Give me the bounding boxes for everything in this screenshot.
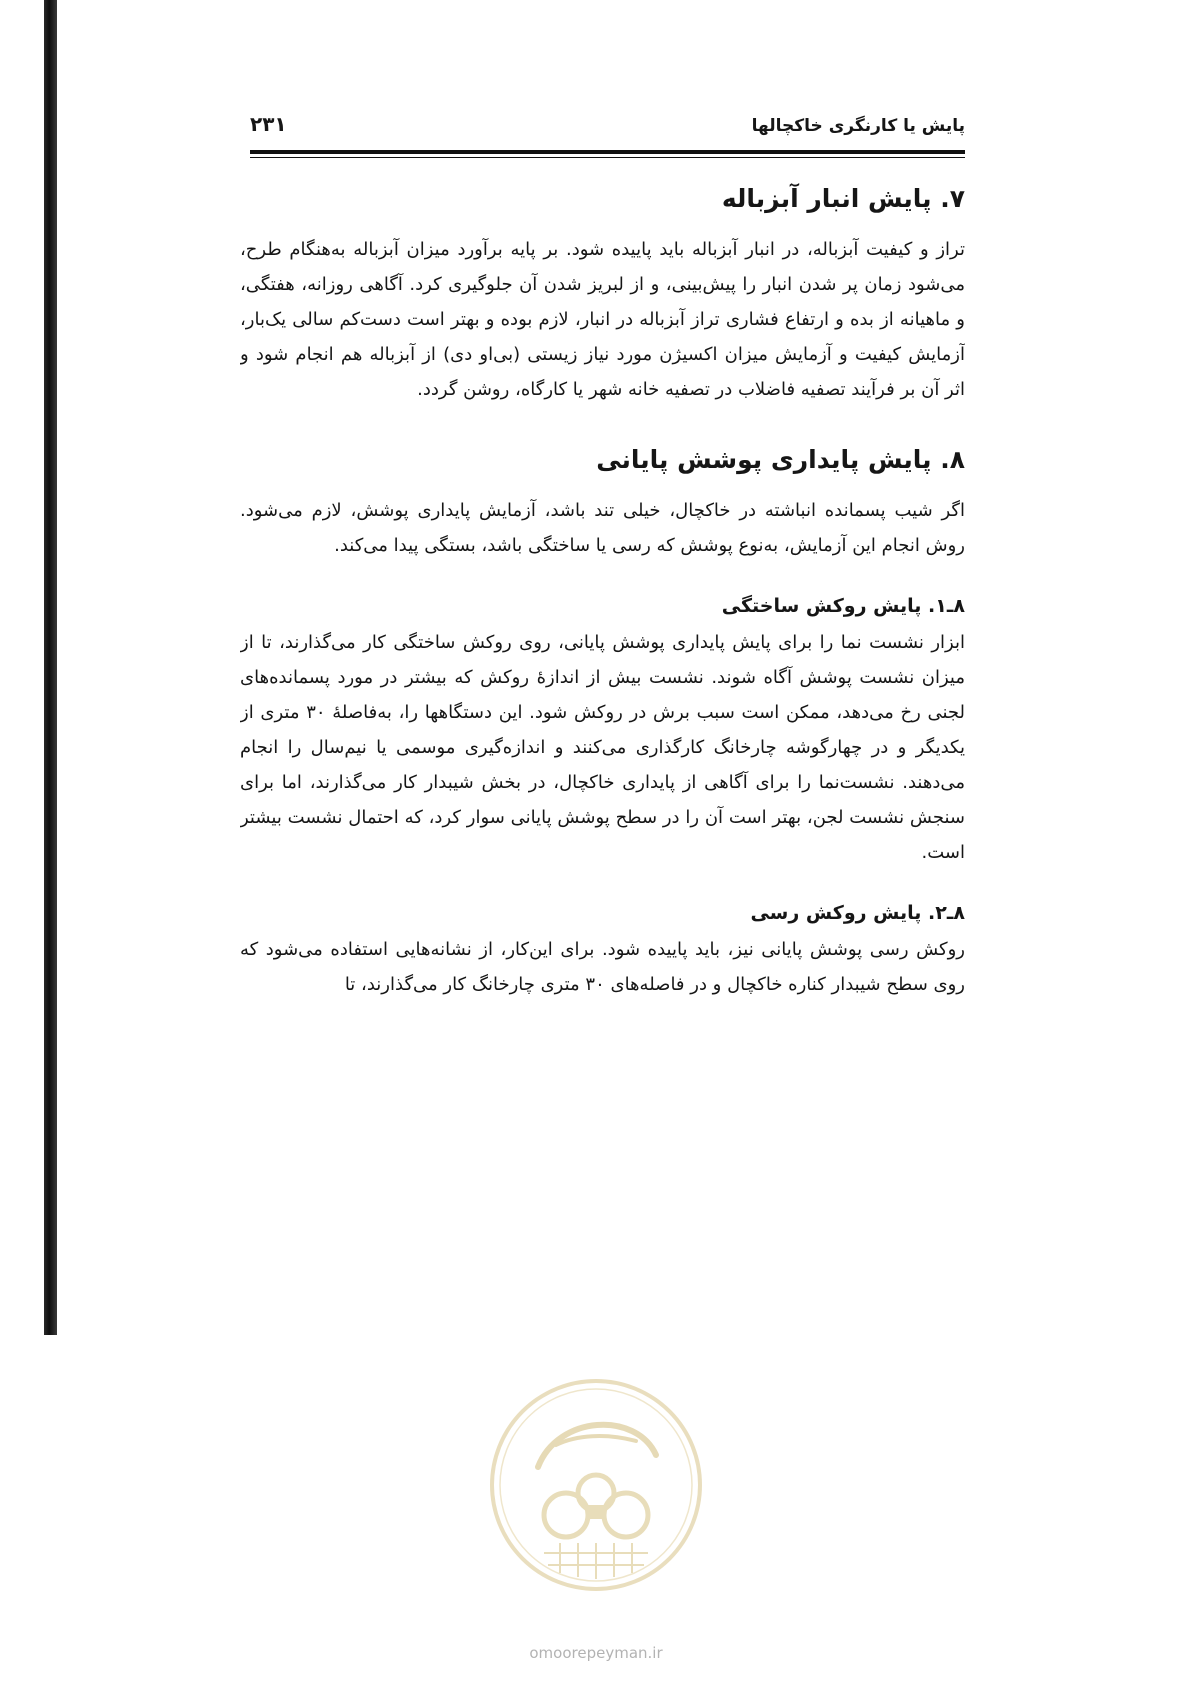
page-body (240, 180, 965, 1260)
header-rule-thick (250, 150, 965, 154)
section-8-paragraph: اگر شیب پسمانده انباشته در خاکچال، خیلی تند باشد، آزمایش پایداری پوشش، لازم می‌شود. روش انجام این آزمایش، به‌نوع پوشش که رسی یا ساختگی باشد، بستگی پیدا می‌کند. (240, 500, 965, 556)
section-8-1-heading: ۸ـ۱. پایش روکش ساختگی (721, 595, 965, 617)
section-8-1-paragraph: ابزار نشست نما را برای پایش پایداری پوشش پایانی، روی روکش ساختگی کار می‌گذارند، تا از میزان نشست پوشش آگاه شوند. نشست بیش از اندازهٔ روکش که بیشتر در مورد پسمانده‌های لجنی رخ می‌دهد، ممکن است سبب برش در روکش شود. این دستگاهها را، به‌فاصلهٔ ۳۰ متری از یکدیگر و در چهارگوشه چارخانگ کارگذاری می‌کنند و اندازه‌گیری موسمی یا نیم‌سال را انجام می‌دهند. نشست‌نما را برای آگاهی از پایداری خاکچال، در بخش شیبدار کار می‌گذارند، اما برای سنجش نشست لجن، بهتر است آن را در سطح پوشش پایانی سوار کرد، که احتمال نشست بیشتر است. (240, 632, 965, 863)
page-number: ۲۳۱ (250, 112, 287, 136)
publisher-seal-watermark (486, 1375, 706, 1595)
running-title: پایش یا کارنگری خاکچالها (751, 116, 965, 136)
section-7-heading: ۷. پایش انبار آبزباله (721, 184, 965, 213)
header-rule-thin (250, 157, 965, 158)
scan-edge-shadow (44, 0, 57, 1335)
publisher-website: omoorepeyman.ir (529, 1644, 663, 1662)
section-8-heading: ۸. پایش پایداری پوشش پایانی (596, 445, 965, 474)
page-header (250, 112, 965, 150)
section-7-paragraph: تراز و کیفیت آبزباله، در انبار آبزباله باید پاییده شود. بر پایه برآورد میزان آبزباله به‌هنگام طرح، می‌شود زمان پر شدن انبار را پیش‌بینی، و از لبریز شدن آن جلوگیری کرد. آگاهی روزانه، هفتگی، و ماهیانه از بده و ارتفاع فشاری تراز آبزباله در انبار، لازم بوده و بهتر است دست‌کم سالی یک‌بار، آزمایش کیفیت و آزمایش میزان اکسیژن مورد نیاز زیستی (بی‌او دی) از آبزباله هم انجام شود و اثر آن بر فرآیند تصفیه فاضلاب در تصفیه خانه شهر یا کارگاه، روشن گردد. (240, 239, 965, 400)
section-8-2-heading: ۸ـ۲. پایش روکش رسی (750, 902, 965, 924)
section-8-2-paragraph: روکش رسی پوشش پایانی نیز، باید پاییده شود. برای این‌کار، از نشانه‌هایی استفاده می‌شود که روی سطح شیبدار کناره خاکچال و در فاصله‌های ۳۰ متری چارخانگ کار می‌گذارند، تا (240, 939, 965, 995)
